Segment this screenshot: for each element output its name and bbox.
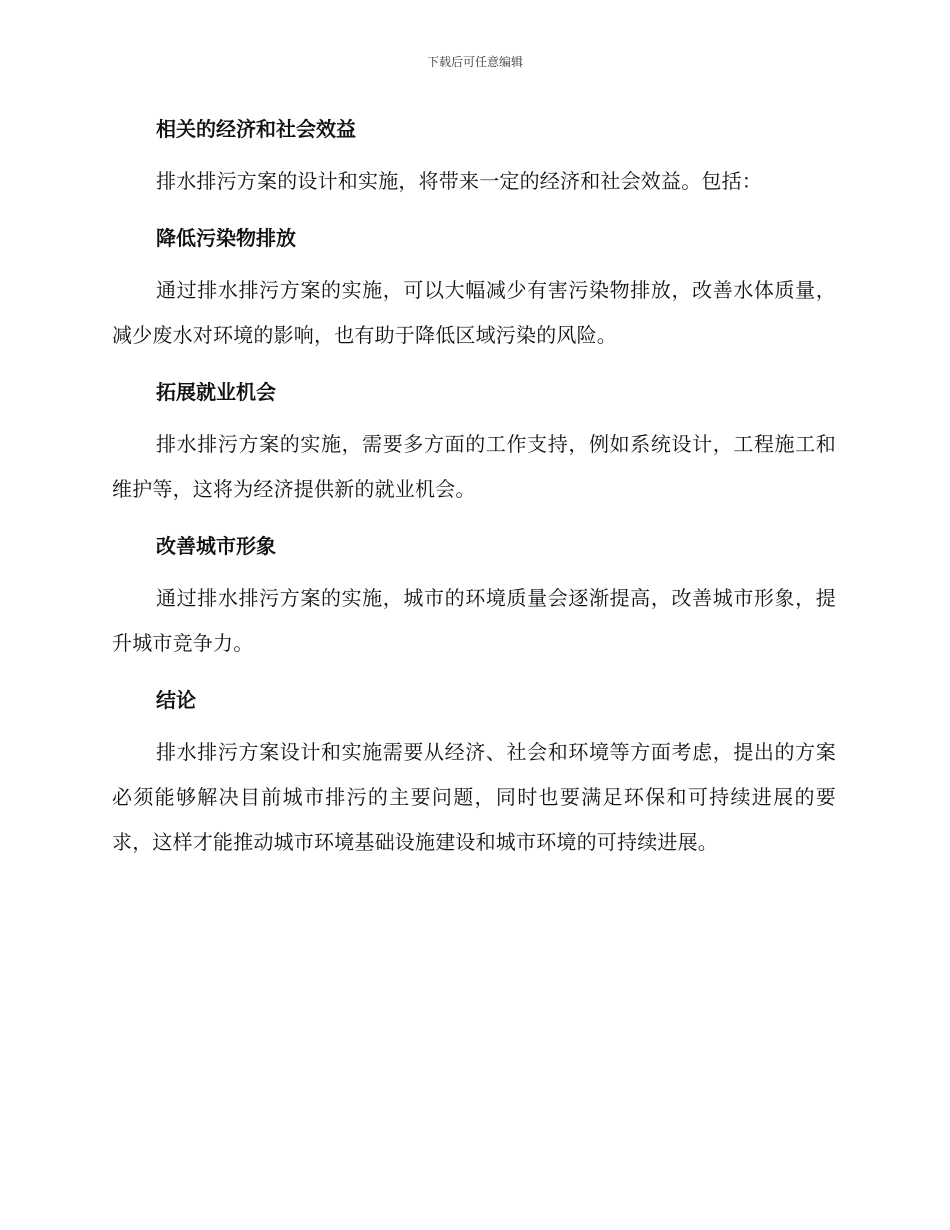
document-body	[112, 112, 836, 865]
section-heading-reduce-pollution: 降低污染物排放	[156, 226, 296, 250]
section-paragraph-city-image: 通过排水排污方案的实施，城市的环境质量会逐渐提高，改善城市形象，提升城市竞争力。	[112, 586, 836, 655]
section-paragraph-employment: 排水排污方案的实施，需要多方面的工作支持，例如系统设计，工程施工和维护等，这将为经济提供新的就业机会。	[112, 432, 836, 501]
section-paragraph-conclusion: 排水排污方案设计和实施需要从经济、社会和环境等方面考虑，提出的方案必须能够解决目前城市排污的主要问题，同时也要满足环保和可持续进展的要求，这样才能推动城市环境基础设施建设和城市环境的可持续进展。	[112, 740, 836, 854]
section-heading-benefits: 相关的经济和社会效益	[156, 117, 356, 141]
section-paragraph-reduce-pollution: 通过排水排污方案的实施，可以大幅减少有害污染物排放，改善水体质量，减少废水对环境的影响，也有助于降低区域污染的风险。	[112, 278, 836, 347]
page-header: 下载后可任意编辑	[426, 55, 523, 69]
section-heading-city-image: 改善城市形象	[156, 534, 276, 558]
section-heading-conclusion: 结论	[156, 688, 196, 712]
section-paragraph-benefits: 排水排污方案的设计和实施，将带来一定的经济和社会效益。包括：	[156, 169, 762, 193]
section-heading-employment: 拓展就业机会	[156, 380, 276, 404]
